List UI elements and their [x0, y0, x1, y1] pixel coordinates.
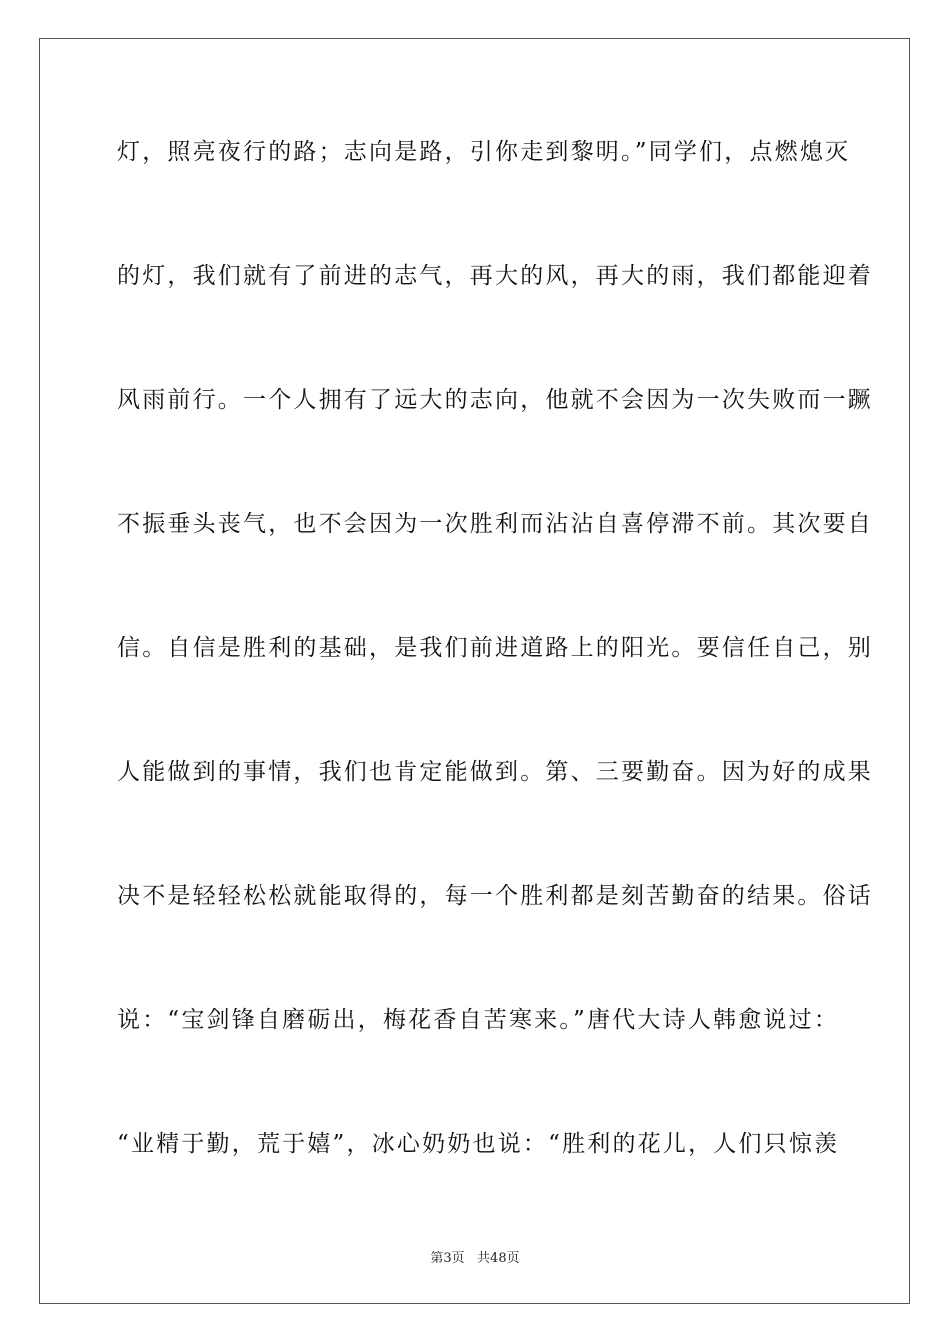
text-line: 风雨前行。一个人拥有了远大的志向，他就不会因为一次失败而一蹶 [117, 387, 873, 413]
text-line: 信。自信是胜利的基础，是我们前进道路上的阳光。要信任自己，别 [117, 635, 873, 661]
text-line: 灯，照亮夜行的路；志向是路，引你走到黎明。”同学们，点燃熄灭 [117, 139, 851, 165]
text-line: 的灯，我们就有了前进的志气，再大的风，再大的雨，我们都能迎着 [117, 263, 873, 289]
page-number-footer: 第3页 共48页 [430, 1251, 520, 1266]
text-line: 说：“宝剑锋自磨砺出，梅花香自苦寒来。”唐代大诗人韩愈说过： [117, 1007, 840, 1033]
text-line: 决不是轻轻松松就能取得的，每一个胜利都是刻苦勤奋的结果。俗话 [117, 883, 873, 909]
text-line: 人能做到的事情，我们也肯定能做到。第、三要勤奋。因为好的成果 [117, 759, 873, 785]
text-line: 不振垂头丧气，也不会因为一次胜利而沾沾自喜停滞不前。其次要自 [117, 511, 873, 537]
text-line: “业精于勤，荒于嬉”，冰心奶奶也说：“胜利的花儿，人们只惊羡 [117, 1131, 840, 1157]
body-text [117, 124, 873, 1240]
